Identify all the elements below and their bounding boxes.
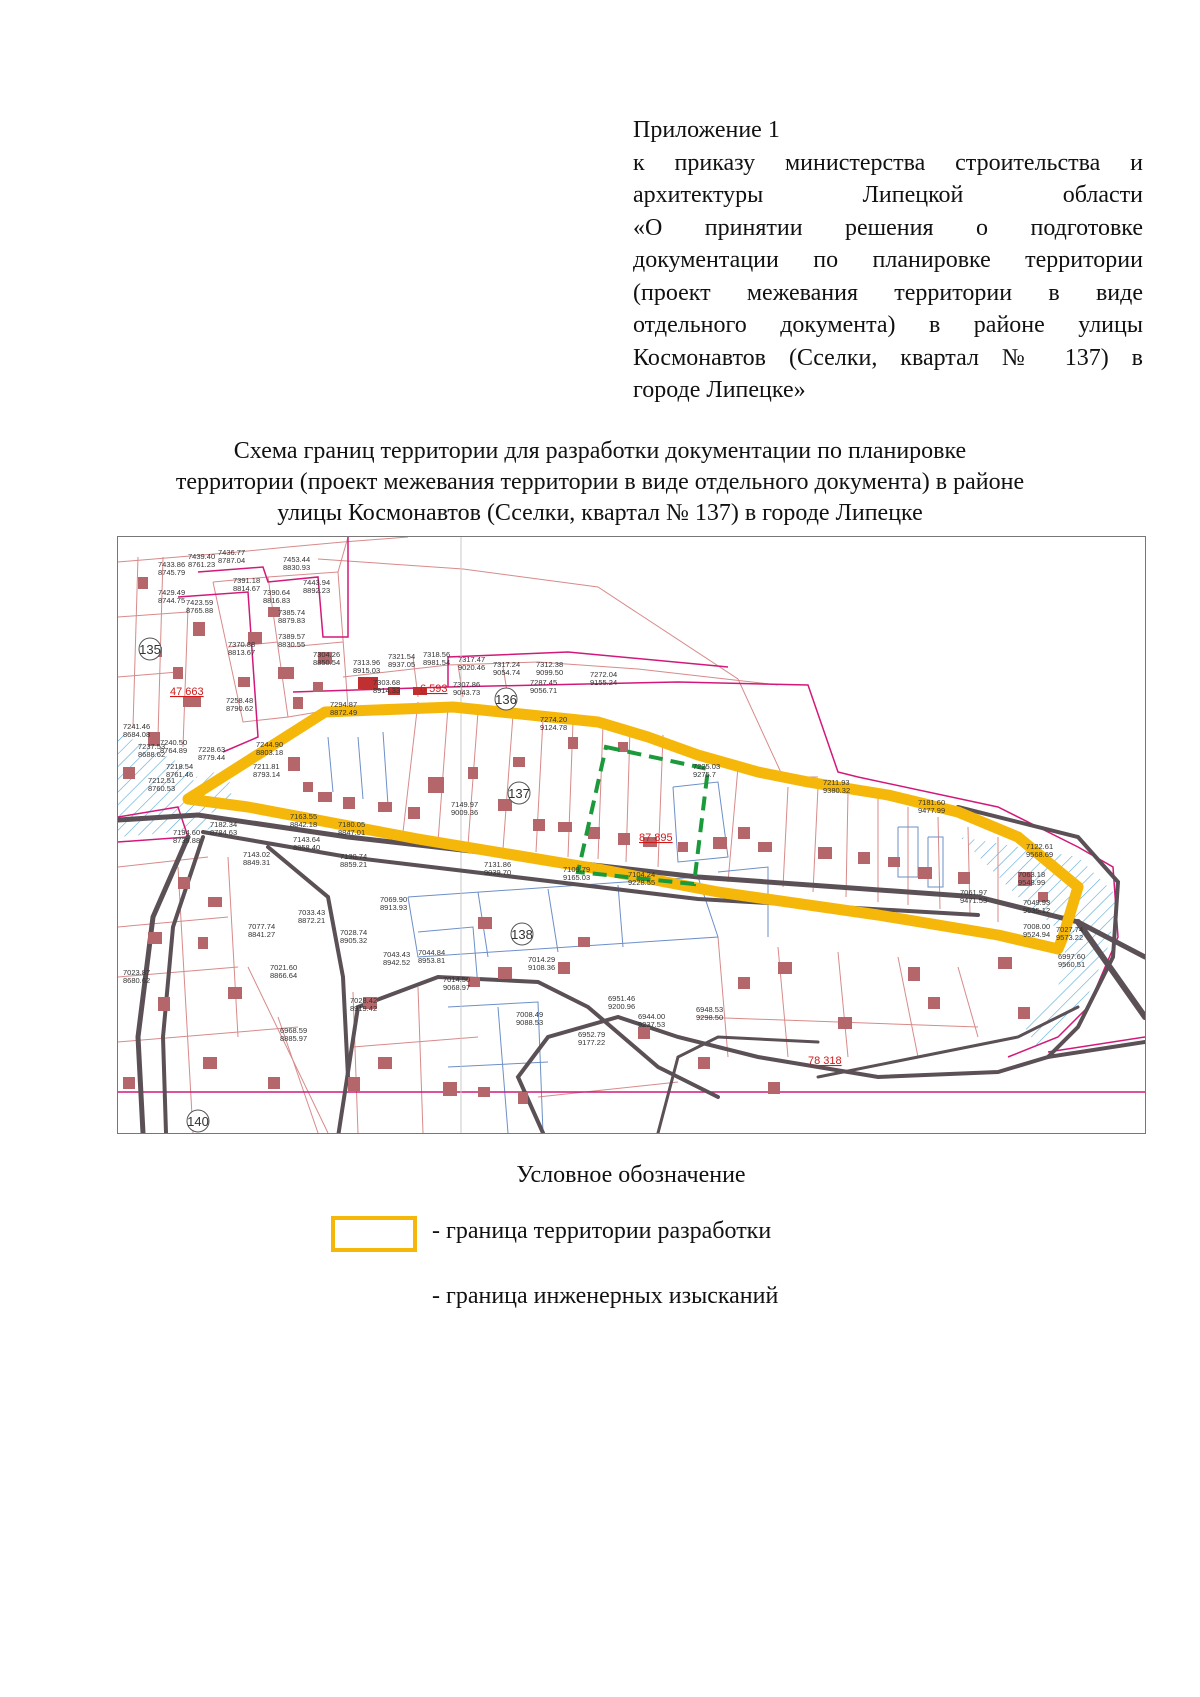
coordinate-label: 7391.18 8814.67 bbox=[233, 576, 261, 593]
coordinate-label: 7317.24 9054.74 bbox=[493, 660, 521, 677]
coordinate-label: 6951.46 9200.96 bbox=[608, 994, 636, 1011]
appendix-line: документации по планировке территории bbox=[633, 247, 1143, 273]
coordinate-label: 7241.46 8684.08 bbox=[123, 722, 151, 739]
coordinate-label: 7069.90 8913.93 bbox=[380, 895, 408, 912]
title-line: территории (проект межевания территории в виде отдельного документа) в районе bbox=[175, 469, 1025, 495]
legend-item-boundary: - граница территории разработки bbox=[432, 1218, 772, 1244]
appendix-line: (проект межевания территории в виде bbox=[633, 279, 1143, 306]
block-number: 137 bbox=[508, 786, 530, 801]
coordinate-label: 7436.77 8787.04 bbox=[218, 548, 246, 565]
coordinate-label: 7149.97 9009.36 bbox=[451, 800, 479, 817]
coordinate-label: 7370.88 8813.67 bbox=[228, 640, 256, 657]
coordinate-label: 7023.87 8680.62 bbox=[123, 968, 151, 985]
coordinate-labels bbox=[123, 548, 1085, 1047]
parcel-line bbox=[536, 719, 543, 852]
block-number: 138 bbox=[511, 927, 533, 942]
coordinate-label: 7044.84 8953.81 bbox=[418, 948, 446, 965]
area-label: 6 593 bbox=[420, 683, 448, 695]
coordinate-label: 7307.86 9043.73 bbox=[453, 680, 481, 697]
appendix-line: архитектуры Липецкой области bbox=[633, 182, 1143, 208]
coordinate-label: 7122.61 9568.69 bbox=[1026, 842, 1054, 859]
coordinate-label: 7043.43 8942.52 bbox=[383, 950, 411, 967]
coordinate-label: 6968.59 8885.97 bbox=[280, 1026, 308, 1043]
coordinate-label: 7244.90 8803.18 bbox=[256, 740, 284, 757]
parcel-line bbox=[133, 557, 138, 727]
parcel-line bbox=[503, 715, 513, 849]
site-map bbox=[117, 536, 1146, 1134]
coordinate-label: 6948.53 9298.50 bbox=[696, 1005, 724, 1022]
coordinate-label: 7182.34 8784.63 bbox=[210, 820, 238, 837]
coordinate-label: 7228.63 8779.44 bbox=[198, 745, 226, 762]
block-number: 136 bbox=[495, 692, 517, 707]
coordinate-label: 7008.00 9524.94 bbox=[1023, 922, 1051, 939]
coordinate-label: 7130.74 8859.21 bbox=[340, 852, 368, 869]
coordinate-label: 7194.60 8739.88 bbox=[173, 828, 201, 845]
title-line: Схема границ территории для разработки документации по планировке bbox=[233, 438, 967, 464]
coordinate-label: 7312.38 9099.50 bbox=[536, 660, 564, 677]
parcel-line bbox=[248, 967, 328, 1133]
coordinate-label: 7077.74 8841.27 bbox=[248, 922, 276, 939]
coordinate-label: 7143.02 8849.31 bbox=[243, 850, 271, 867]
blue-parcel-line bbox=[498, 1007, 508, 1133]
blue-parcel-line bbox=[928, 837, 943, 887]
parcel-line bbox=[353, 1037, 478, 1047]
coordinate-label: 7027.74 9573.22 bbox=[1056, 925, 1084, 942]
blue-parcel-line bbox=[548, 889, 558, 952]
coordinate-label: 7014.50 9068.97 bbox=[443, 975, 471, 992]
coordinate-label: 7272.04 9155.24 bbox=[590, 670, 618, 687]
coordinate-label: 7274.20 9124.78 bbox=[540, 715, 568, 732]
coordinate-label: 7258.48 8790.62 bbox=[226, 696, 254, 713]
coordinate-label: 7240.50 8764.89 bbox=[160, 738, 188, 755]
coordinate-label: 7429.49 8744.75 bbox=[158, 588, 186, 605]
coordinate-label: 6997.60 9560.51 bbox=[1058, 952, 1086, 969]
coordinate-label: 7294.87 8872.49 bbox=[330, 700, 358, 717]
blue-parcel-line bbox=[408, 877, 718, 957]
scheme-title bbox=[100, 436, 1100, 529]
parcel-line bbox=[846, 792, 848, 897]
coordinate-label: 7181.60 9477.99 bbox=[918, 798, 946, 815]
parcel-line bbox=[228, 857, 238, 1037]
title-line: улицы Космонавтов (Сселки, квартал № 137) в городе Липецке bbox=[277, 500, 923, 526]
blue-parcel-line bbox=[618, 885, 623, 947]
appendix-line: Космонавтов (Сселки, квартал № 137) в bbox=[633, 344, 1143, 371]
coordinate-label: 7433.86 8745.79 bbox=[158, 560, 186, 577]
coordinate-label: 7163.55 8842.18 bbox=[290, 812, 318, 829]
coordinate-label: 7317.47 9020.46 bbox=[458, 655, 486, 672]
coordinate-label: 7287.45 9056.71 bbox=[530, 678, 558, 695]
coordinate-label: 7318.56 8981.54 bbox=[423, 650, 451, 667]
parcel-line bbox=[838, 952, 848, 1057]
coordinate-label: 7211.93 9380.32 bbox=[823, 778, 851, 795]
coordinate-label: 7321.54 8937.05 bbox=[388, 652, 416, 669]
coordinate-label: 7225.03 9275.7 bbox=[693, 762, 721, 779]
coordinate-label: 7389.57 8830.55 bbox=[278, 632, 306, 649]
block-number: 140 bbox=[187, 1114, 209, 1129]
legend-item-survey: - граница инженерных изысканий bbox=[432, 1283, 779, 1309]
coordinate-label: 7008.49 9088.53 bbox=[516, 1010, 544, 1027]
coordinate-label: 7021.60 8866.64 bbox=[270, 963, 298, 980]
coordinate-label: 7028.74 8905.32 bbox=[340, 928, 368, 945]
coordinate-label: 7385.74 8879.83 bbox=[278, 608, 306, 625]
coordinate-label: 7014.29 9108.36 bbox=[528, 955, 556, 972]
road-south-arc bbox=[338, 977, 718, 1133]
coordinate-label: 7212.51 8760.53 bbox=[148, 776, 176, 793]
site-map-svg bbox=[118, 537, 1145, 1133]
coordinate-label: 7303.68 8914.33 bbox=[373, 678, 401, 695]
coordinate-label: 7218.54 8761.46 bbox=[166, 762, 194, 779]
parcel-line bbox=[728, 767, 738, 882]
coordinate-label: 6944.00 9237.53 bbox=[638, 1012, 666, 1029]
parcel-line bbox=[418, 987, 423, 1133]
coordinate-label: 7237.53 8688.62 bbox=[138, 742, 166, 759]
parcel-line bbox=[118, 672, 178, 677]
coordinate-label: 7304.26 8850.54 bbox=[313, 650, 341, 667]
blue-parcel-line bbox=[358, 737, 363, 799]
parcel-line bbox=[718, 937, 728, 1057]
parcel-line bbox=[118, 612, 188, 617]
legend-title: Условное обозначение bbox=[516, 1162, 746, 1188]
coordinate-label: 7390.64 8816.83 bbox=[263, 588, 291, 605]
coordinate-label: 7063.18 9548.99 bbox=[1018, 870, 1046, 887]
appendix-line: городе Липецке» bbox=[633, 377, 806, 403]
coordinate-label: 7180.05 8847.01 bbox=[338, 820, 366, 837]
parcel-line bbox=[183, 607, 188, 747]
coordinate-label: 7049.93 9535.12 bbox=[1023, 898, 1051, 915]
parcel-line bbox=[813, 787, 818, 892]
coordinate-label: 7033.43 8872.21 bbox=[298, 908, 326, 925]
coordinate-label: 7028.42 8919.42 bbox=[350, 996, 378, 1013]
appendix-line: Приложение 1 bbox=[633, 117, 780, 143]
parcel-line bbox=[783, 787, 788, 887]
coordinate-label: 7131.86 9039.70 bbox=[484, 860, 512, 877]
appendix-line: к приказу министерства строительства и bbox=[633, 149, 1143, 176]
coordinate-label: 7211.81 8793.14 bbox=[253, 762, 281, 779]
blue-parcel-line bbox=[383, 732, 388, 805]
coordinate-label: 7313.96 8915.03 bbox=[353, 658, 381, 675]
coordinate-label: 7439.40 8761.23 bbox=[188, 552, 216, 569]
area-label: 78 318 bbox=[808, 1055, 842, 1067]
coordinate-label: 7061.97 9471.53 bbox=[960, 888, 988, 905]
coordinate-label: 7423.59 8765.88 bbox=[186, 598, 214, 615]
coordinate-label: 7453.44 8830.93 bbox=[283, 555, 311, 572]
area-label: 87 895 bbox=[639, 832, 673, 844]
coordinate-label: 7104.24 9228.55 bbox=[628, 870, 656, 887]
blue-parcel-line bbox=[448, 1062, 548, 1067]
coordinate-label: 7143.64 8858.40 bbox=[293, 835, 321, 852]
parcel-line bbox=[658, 735, 663, 867]
blue-parcel-line bbox=[328, 737, 333, 792]
parcel-line bbox=[118, 1027, 298, 1042]
appendix-header bbox=[633, 114, 1143, 407]
appendix-line: «О принятии решения о подготовке bbox=[633, 214, 1143, 241]
coordinate-label: 7109.79 9165.03 bbox=[563, 865, 591, 882]
legend-swatch-boundary bbox=[331, 1216, 417, 1252]
parcel-line bbox=[343, 537, 408, 542]
coordinate-label: 6952.79 9177.22 bbox=[578, 1030, 606, 1047]
parcel-line bbox=[538, 1082, 678, 1097]
block-number: 135 bbox=[139, 642, 161, 657]
area-label: 47 663 bbox=[170, 686, 204, 698]
appendix-line: отдельного документа) в районе улицы bbox=[633, 312, 1143, 338]
red-line bbox=[178, 592, 258, 752]
coordinate-label: 7443.94 8892.23 bbox=[303, 578, 331, 595]
parcel-line bbox=[438, 707, 448, 842]
red-line bbox=[293, 682, 858, 777]
